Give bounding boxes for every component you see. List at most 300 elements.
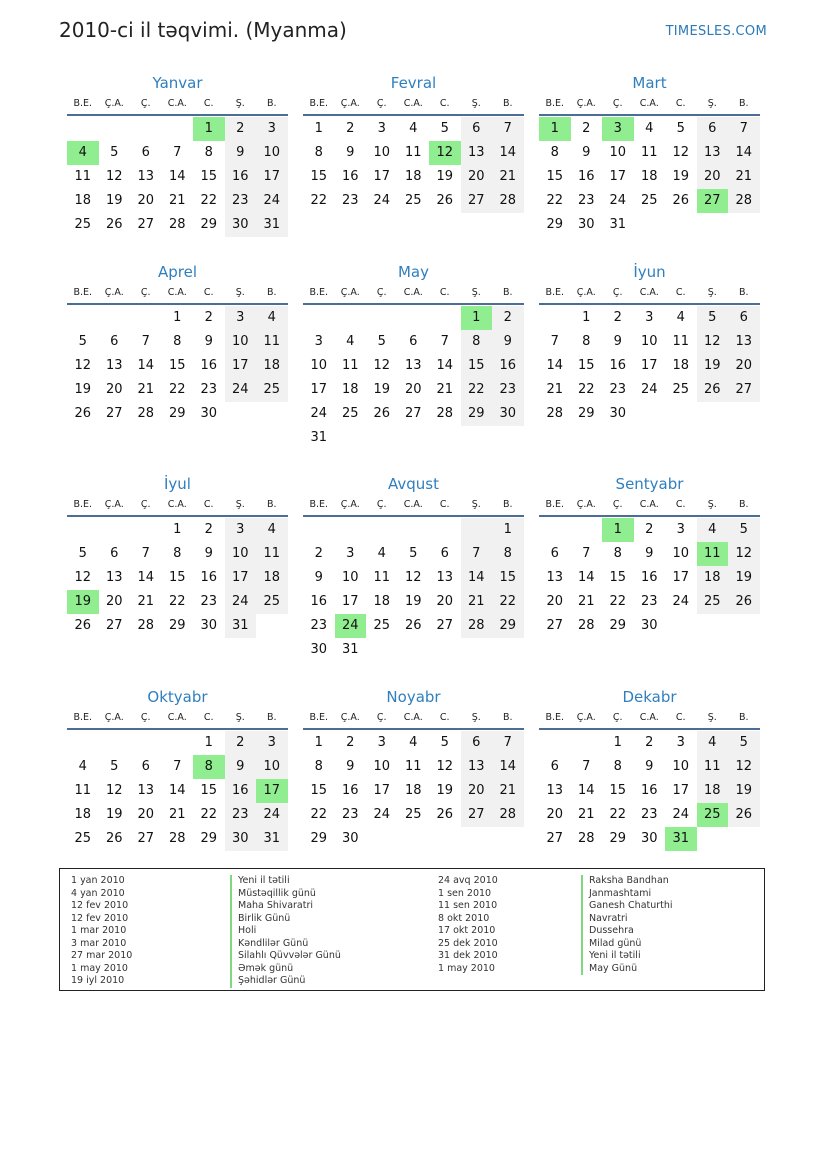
day-cell: 7 <box>550 334 559 349</box>
day-cell: 23 <box>225 803 257 827</box>
day-cell: 5 <box>78 546 87 561</box>
weekday-label: Ç.A. <box>340 499 360 510</box>
day-cell: 9 <box>645 759 654 774</box>
day-cell: 23 <box>609 382 627 397</box>
day-cell: 29 <box>200 217 218 232</box>
day-cell: 29 <box>577 406 595 421</box>
day-cell: 8 <box>461 330 493 354</box>
weekday-label: B. <box>266 287 277 298</box>
holiday-day: 19 <box>67 590 99 614</box>
day-cell: 28 <box>577 618 595 633</box>
day-cell: 22 <box>168 594 186 609</box>
day-cell: 26 <box>672 193 690 208</box>
day-cell: 20 <box>105 382 123 397</box>
day-cell: 1 <box>582 310 591 325</box>
month-name: Dekabr <box>622 688 677 706</box>
weekday-label: Ç.A. <box>576 98 596 109</box>
legend-date: 1 sen 2010 <box>438 887 492 899</box>
day-cell: 25 <box>256 590 288 614</box>
holiday-day: 3 <box>602 117 634 141</box>
weekday-label: Ç.A. <box>340 287 360 298</box>
day-cell: 17 <box>341 594 359 609</box>
day-cell: 8 <box>550 145 559 160</box>
weekday-label: Ş. <box>707 98 717 109</box>
day-cell: 12 <box>105 783 123 798</box>
day-cell: 7 <box>728 117 760 141</box>
day-cell: 2 <box>645 522 654 537</box>
day-cell: 18 <box>74 193 92 208</box>
legend-holiday-name: Kəndlilər Günü <box>230 938 341 951</box>
weekday-label: Ş. <box>471 98 481 109</box>
day-cell: 9 <box>645 546 654 561</box>
legend-holiday-name: Yeni il tətili <box>230 875 341 888</box>
day-cell: 30 <box>200 406 218 421</box>
weekday-label: C. <box>439 712 450 723</box>
day-cell: 24 <box>310 406 328 421</box>
weekday-label: B. <box>266 499 277 510</box>
day-cell: 29 <box>609 618 627 633</box>
weekday-header <box>539 495 760 517</box>
day-cell: 6 <box>141 145 150 160</box>
day-cell: 4 <box>697 731 729 755</box>
empty-cell <box>67 117 99 141</box>
legend-holiday-name: Dussehra <box>581 925 673 938</box>
day-cell: 16 <box>609 358 627 373</box>
day-cell: 3 <box>256 731 288 755</box>
day-cell: 25 <box>256 378 288 402</box>
day-cell: 30 <box>225 213 257 237</box>
weekday-label: Ç.A. <box>576 499 596 510</box>
day-cell: 4 <box>697 518 729 542</box>
day-cell: 16 <box>225 779 257 803</box>
legend-date: 1 yan 2010 <box>71 875 125 886</box>
day-cell: 26 <box>74 618 92 633</box>
day-cell: 7 <box>141 546 150 561</box>
day-cell: 19 <box>672 169 690 184</box>
day-cell: 7 <box>141 334 150 349</box>
weekday-label: C. <box>439 499 450 510</box>
day-cell: 28 <box>436 406 454 421</box>
day-cell: 18 <box>404 783 422 798</box>
day-cell: 22 <box>200 807 218 822</box>
weekday-header <box>303 94 524 116</box>
day-cell: 6 <box>550 759 559 774</box>
day-cell: 19 <box>697 354 729 378</box>
day-cell: 11 <box>672 334 690 349</box>
weekday-header <box>539 283 760 305</box>
day-cell: 6 <box>461 117 493 141</box>
legend-holiday-name: Əmək günü <box>230 963 341 976</box>
day-cell: 24 <box>640 382 658 397</box>
day-cell: 31 <box>225 614 257 638</box>
month-block <box>303 261 524 450</box>
day-cell: 25 <box>373 618 391 633</box>
day-cell: 2 <box>225 731 257 755</box>
weekday-header <box>67 283 288 305</box>
weekday-label: Ç.A. <box>576 712 596 723</box>
legend-names-left <box>230 875 341 988</box>
day-cell: 26 <box>105 217 123 232</box>
legend-holiday-name: May Günü <box>581 963 673 976</box>
month-block <box>539 72 760 237</box>
day-cell: 15 <box>609 570 627 585</box>
weekday-header <box>539 94 760 116</box>
month-name: Avqust <box>388 475 439 493</box>
legend-date: 1 may 2010 <box>71 962 128 974</box>
day-cell: 13 <box>436 570 454 585</box>
day-cell: 19 <box>105 193 123 208</box>
day-cell: 12 <box>74 570 92 585</box>
month-name: İyul <box>164 475 191 493</box>
day-cell: 12 <box>728 542 760 566</box>
day-cell: 7 <box>492 117 524 141</box>
day-cell: 19 <box>728 779 760 803</box>
day-cell: 5 <box>110 145 119 160</box>
month-block <box>303 473 524 662</box>
weekday-label: B. <box>266 98 277 109</box>
day-cell: 11 <box>404 759 422 774</box>
day-cell: 24 <box>373 807 391 822</box>
empty-cell <box>67 731 99 755</box>
weekday-label: C.A. <box>403 98 423 109</box>
day-cell: 3 <box>314 334 323 349</box>
day-cell: 14 <box>546 358 564 373</box>
day-cell: 16 <box>200 570 218 585</box>
day-cell: 1 <box>613 735 622 750</box>
day-cell: 24 <box>609 193 627 208</box>
day-cell: 10 <box>341 570 359 585</box>
day-cell: 11 <box>341 358 359 373</box>
day-cell: 15 <box>577 358 595 373</box>
holiday-day: 11 <box>697 542 729 566</box>
legend-date: 24 avq 2010 <box>438 875 498 886</box>
weekday-label: Ş. <box>471 499 481 510</box>
day-cell: 27 <box>105 618 123 633</box>
weekday-label: Ç. <box>376 287 387 298</box>
day-cell: 5 <box>697 306 729 330</box>
month-name: Fevral <box>390 74 437 92</box>
day-cell: 17 <box>373 169 391 184</box>
weekday-label: C.A. <box>167 499 187 510</box>
day-cell: 27 <box>546 618 564 633</box>
day-cell: 11 <box>373 570 391 585</box>
month-name: Mart <box>632 74 667 92</box>
day-cell: 6 <box>141 759 150 774</box>
day-cell: 16 <box>640 570 658 585</box>
day-cell: 9 <box>346 145 355 160</box>
legend-date: 8 okt 2010 <box>438 912 490 924</box>
day-cell: 17 <box>310 382 328 397</box>
day-cell: 13 <box>728 330 760 354</box>
day-cell: 9 <box>582 145 591 160</box>
day-cell: 9 <box>225 755 257 779</box>
legend-dates-left <box>71 875 132 988</box>
holiday-day: 27 <box>697 189 729 213</box>
legend-holiday-name: Yeni il tətili <box>581 950 673 963</box>
day-cell: 23 <box>200 382 218 397</box>
empty-cell <box>130 306 162 330</box>
weekday-label: Ç.A. <box>104 712 124 723</box>
holiday-day: 24 <box>335 614 367 638</box>
legend-date: 3 mar 2010 <box>71 937 127 949</box>
weekday-label: B. <box>502 98 513 109</box>
day-cell: 21 <box>577 807 595 822</box>
day-cell: 3 <box>676 735 685 750</box>
empty-cell <box>130 518 162 542</box>
day-cell: 2 <box>492 306 524 330</box>
holiday-day: 12 <box>429 141 461 165</box>
month-name: Oktyabr <box>147 688 208 706</box>
day-cell: 31 <box>310 430 328 445</box>
day-cell: 19 <box>373 382 391 397</box>
day-cell: 22 <box>546 193 564 208</box>
weekday-label: C. <box>439 98 450 109</box>
days-grid <box>67 117 288 237</box>
day-cell: 13 <box>461 755 493 779</box>
day-cell: 14 <box>728 141 760 165</box>
day-cell: 21 <box>492 779 524 803</box>
weekday-label: C.A. <box>639 287 659 298</box>
weekday-label: B.E. <box>545 499 565 510</box>
day-cell: 29 <box>310 831 328 846</box>
day-cell: 29 <box>546 217 564 232</box>
holiday-day: 1 <box>539 117 571 141</box>
weekday-label: C.A. <box>639 98 659 109</box>
day-cell: 21 <box>137 382 155 397</box>
days-grid <box>303 117 524 213</box>
day-cell: 23 <box>225 189 257 213</box>
empty-cell <box>303 518 335 542</box>
days-grid <box>539 117 760 237</box>
day-cell: 10 <box>672 546 690 561</box>
weekday-label: C. <box>675 712 686 723</box>
day-cell: 14 <box>577 783 595 798</box>
day-cell: 12 <box>697 330 729 354</box>
day-cell: 12 <box>436 759 454 774</box>
legend-holiday-name: Milad günü <box>581 938 673 951</box>
legend-dates-right <box>438 875 498 975</box>
day-cell: 26 <box>728 803 760 827</box>
day-cell: 21 <box>168 807 186 822</box>
day-cell: 25 <box>697 590 729 614</box>
day-cell: 7 <box>173 759 182 774</box>
day-cell: 4 <box>256 518 288 542</box>
site-link[interactable]: TIMESLES.COM <box>665 24 767 39</box>
day-cell: 5 <box>440 121 449 136</box>
day-cell: 19 <box>728 566 760 590</box>
day-cell: 8 <box>314 145 323 160</box>
day-cell: 25 <box>640 193 658 208</box>
weekday-label: B.E. <box>309 712 329 723</box>
day-cell: 10 <box>672 759 690 774</box>
month-name: May <box>397 263 429 281</box>
weekday-label: C. <box>203 287 214 298</box>
day-cell: 23 <box>492 378 524 402</box>
month-name: Sentyabr <box>615 475 684 493</box>
day-cell: 15 <box>609 783 627 798</box>
empty-cell <box>366 518 398 542</box>
day-cell: 8 <box>204 145 213 160</box>
day-cell: 2 <box>204 310 213 325</box>
day-cell: 16 <box>577 169 595 184</box>
day-cell: 3 <box>377 735 386 750</box>
day-cell: 18 <box>74 807 92 822</box>
day-cell: 13 <box>404 358 422 373</box>
weekday-label: Ç.A. <box>104 287 124 298</box>
weekday-label: C.A. <box>167 287 187 298</box>
day-cell: 21 <box>137 594 155 609</box>
day-cell: 10 <box>225 542 257 566</box>
day-cell: 11 <box>256 330 288 354</box>
legend-date: 12 fev 2010 <box>71 912 129 924</box>
day-cell: 27 <box>728 378 760 402</box>
weekday-label: C.A. <box>403 287 423 298</box>
day-cell: 13 <box>137 783 155 798</box>
day-cell: 20 <box>137 807 155 822</box>
weekday-header <box>303 708 524 730</box>
day-cell: 3 <box>645 310 654 325</box>
day-cell: 12 <box>404 570 422 585</box>
weekday-label: C. <box>203 98 214 109</box>
day-cell: 30 <box>200 618 218 633</box>
weekday-label: C.A. <box>403 712 423 723</box>
day-cell: 15 <box>492 566 524 590</box>
day-cell: 26 <box>697 378 729 402</box>
day-cell: 11 <box>74 783 92 798</box>
day-cell: 2 <box>582 121 591 136</box>
holiday-day: 25 <box>697 803 729 827</box>
day-cell: 24 <box>225 590 257 614</box>
weekday-label: Ş. <box>707 499 717 510</box>
day-cell: 5 <box>110 759 119 774</box>
empty-cell <box>162 117 194 141</box>
day-cell: 3 <box>225 306 257 330</box>
day-cell: 16 <box>225 165 257 189</box>
empty-cell <box>303 306 335 330</box>
weekday-label: Ş. <box>235 712 245 723</box>
weekday-label: Ç. <box>140 712 151 723</box>
legend-holiday-name: Birlik Günü <box>230 913 341 926</box>
day-cell: 11 <box>256 542 288 566</box>
day-cell: 9 <box>204 546 213 561</box>
weekday-label: Ç.A. <box>576 287 596 298</box>
day-cell: 2 <box>346 121 355 136</box>
day-cell: 17 <box>609 169 627 184</box>
day-cell: 20 <box>546 807 564 822</box>
day-cell: 6 <box>409 334 418 349</box>
day-cell: 22 <box>461 378 493 402</box>
month-name: Aprel <box>157 263 198 281</box>
weekday-label: C.A. <box>167 712 187 723</box>
weekday-label: Ş. <box>235 287 245 298</box>
legend-date: 1 may 2010 <box>438 962 495 974</box>
weekday-label: B. <box>502 712 513 723</box>
day-cell: 23 <box>341 807 359 822</box>
day-cell: 4 <box>676 310 685 325</box>
day-cell: 26 <box>74 406 92 421</box>
weekday-label: Ç.A. <box>104 499 124 510</box>
day-cell: 26 <box>436 807 454 822</box>
day-cell: 13 <box>546 570 564 585</box>
day-cell: 4 <box>645 121 654 136</box>
day-cell: 15 <box>461 354 493 378</box>
day-cell: 29 <box>492 614 524 638</box>
legend-date: 11 sen 2010 <box>438 900 498 911</box>
day-cell: 17 <box>672 783 690 798</box>
day-cell: 25 <box>74 831 92 846</box>
empty-cell <box>461 518 493 542</box>
holiday-day: 1 <box>461 306 493 330</box>
weekday-label: B.E. <box>545 712 565 723</box>
day-cell: 23 <box>577 193 595 208</box>
day-cell: 22 <box>310 807 328 822</box>
day-cell: 24 <box>672 807 690 822</box>
day-cell: 13 <box>137 169 155 184</box>
day-cell: 28 <box>546 406 564 421</box>
day-cell: 11 <box>74 169 92 184</box>
day-cell: 5 <box>728 518 760 542</box>
weekday-label: Ç. <box>376 98 387 109</box>
day-cell: 14 <box>168 783 186 798</box>
day-cell: 18 <box>256 354 288 378</box>
weekday-label: B.E. <box>309 499 329 510</box>
day-cell: 17 <box>672 570 690 585</box>
day-cell: 30 <box>225 827 257 851</box>
day-cell: 19 <box>105 807 123 822</box>
empty-cell <box>366 306 398 330</box>
day-cell: 3 <box>256 117 288 141</box>
day-cell: 15 <box>546 169 564 184</box>
legend-date: 4 yan 2010 <box>71 887 125 899</box>
day-cell: 20 <box>728 354 760 378</box>
day-cell: 22 <box>492 590 524 614</box>
month-block <box>303 686 524 851</box>
legend-date: 19 iyl 2010 <box>71 975 125 986</box>
day-cell: 2 <box>314 546 323 561</box>
day-cell: 18 <box>404 169 422 184</box>
day-cell: 10 <box>256 141 288 165</box>
days-grid <box>303 306 524 450</box>
day-cell: 31 <box>609 217 627 232</box>
day-cell: 25 <box>404 193 422 208</box>
day-cell: 30 <box>492 402 524 426</box>
day-cell: 3 <box>377 121 386 136</box>
weekday-label: B. <box>738 499 749 510</box>
weekday-label: B.E. <box>309 287 329 298</box>
day-cell: 5 <box>409 546 418 561</box>
legend-date: 1 mar 2010 <box>71 925 127 936</box>
day-cell: 18 <box>672 358 690 373</box>
holiday-day: 8 <box>193 755 225 779</box>
weekday-label: B. <box>266 712 277 723</box>
day-cell: 1 <box>173 310 182 325</box>
weekday-header <box>303 495 524 517</box>
weekday-label: B.E. <box>545 287 565 298</box>
day-cell: 20 <box>546 594 564 609</box>
day-cell: 20 <box>404 382 422 397</box>
day-cell: 30 <box>310 642 328 657</box>
day-cell: 5 <box>377 334 386 349</box>
day-cell: 26 <box>105 831 123 846</box>
day-cell: 21 <box>546 382 564 397</box>
day-cell: 3 <box>676 522 685 537</box>
day-cell: 7 <box>492 731 524 755</box>
day-cell: 18 <box>373 594 391 609</box>
day-cell: 27 <box>436 618 454 633</box>
days-grid <box>539 731 760 851</box>
day-cell: 14 <box>137 358 155 373</box>
weekday-label: B.E. <box>73 712 93 723</box>
